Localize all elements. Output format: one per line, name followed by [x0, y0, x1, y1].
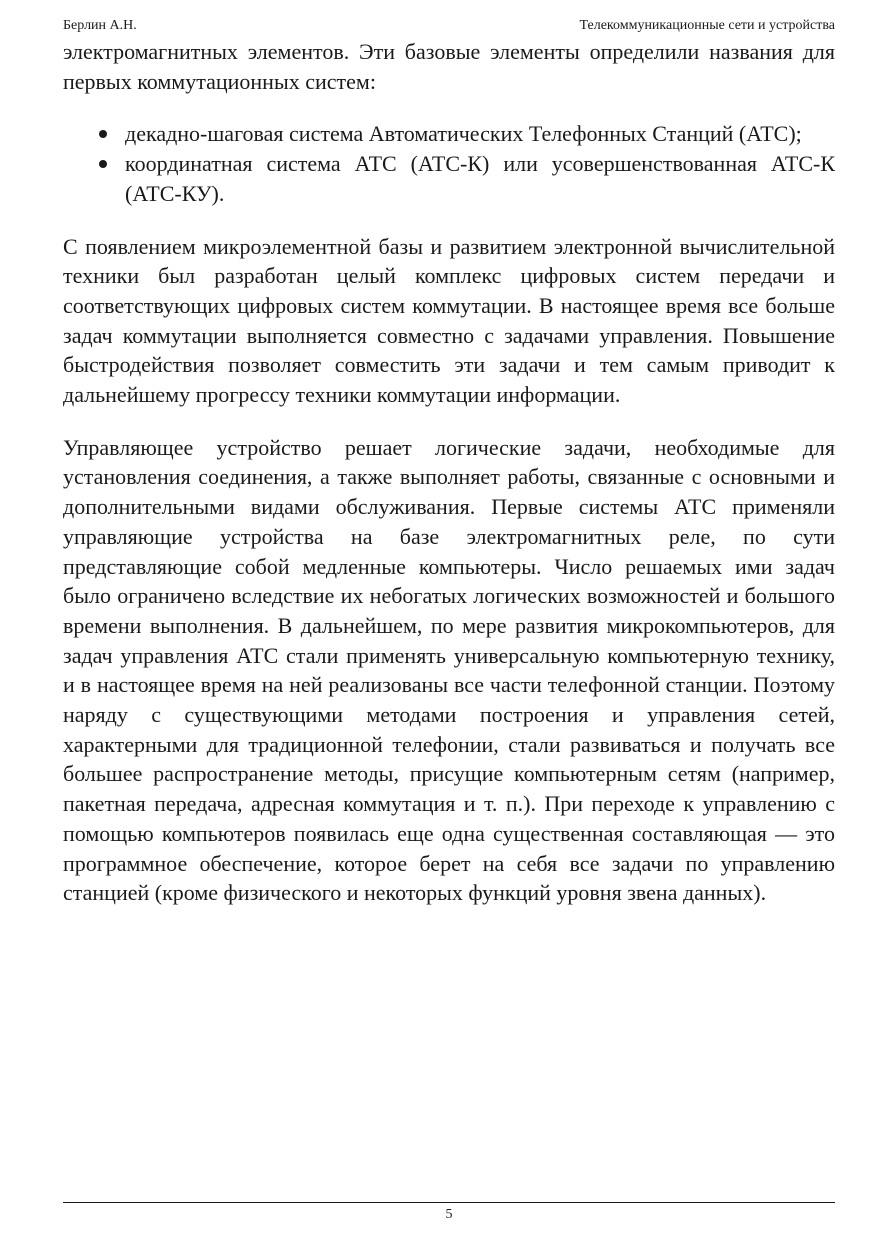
footer-divider	[63, 1202, 835, 1203]
body-paragraph: С появлением микроэлементной базы и развитием электронной вычислительной техники был разработан целый комплекс цифровых систем передачи и соответствующих цифровых систем коммутации. В настоящее время все больше задач коммутации выполняется совместно с задачами управления. Повышение быстродействия позволяет совместить эти задачи и тем самым приводит к дальнейшему прогрессу техники коммутации информации.	[63, 233, 835, 408]
intro-paragraph: электромагнитных элементов. Эти базовые элементы определили названия для первых коммутационных систем:	[63, 39, 835, 94]
document-page	[63, 0, 835, 1241]
body-paragraph: Управляющее устройство решает логические задачи, необходимые для установления соединения, а также выполняет работы, связанные с основными и дополнительными видами обслуживания. Первые системы АТС применяли управляющие устройства на базе электромагнитных реле, по сути представляющие собой медленные компьютеры. Число решаемых ими задач было ограничено вследствие их небогатых логических возможностей и большого времени выполнения. В дальнейшем, по мере развития микрокомпьютеров, для задач управления АТС стали применять универсальную компьютерную технику, и в настоящее время на ней реализованы все части телефонной станции. Поэтому наряду с существующими методами построения и управления сетей, характерными для традиционной телефонии, стали развиваться и получать все большее распространение методы, присущие компьютерным сетям (например, пакетная передача, адресная коммутация и т. п.). При переходе к управлению с помощью компьютеров появилась еще одна существенная составляющая — это программное обеспечение, которое берет на себя все задачи по управлению станцией (кроме физического и некоторых функций уровня звена данных).	[63, 434, 835, 906]
list-item-text: координатная система АТС (АТС-К) или усовершенствованная АТС-К (АТС-КУ).	[125, 151, 835, 206]
list-item-text: декадно-шаговая система Автоматических Телефонных Станций (АТС);	[125, 121, 802, 147]
bullet-icon	[99, 130, 107, 138]
bullet-icon	[99, 160, 107, 168]
switching-systems-list	[63, 119, 835, 208]
page-body	[63, 37, 835, 931]
header-book-title: Телекоммуникационные сети и устройства	[579, 18, 835, 33]
list-item	[63, 149, 835, 208]
page-number: 5	[445, 1207, 453, 1222]
running-header	[63, 17, 835, 35]
header-author: Берлин А.Н.	[63, 18, 137, 33]
list-item	[63, 119, 835, 149]
